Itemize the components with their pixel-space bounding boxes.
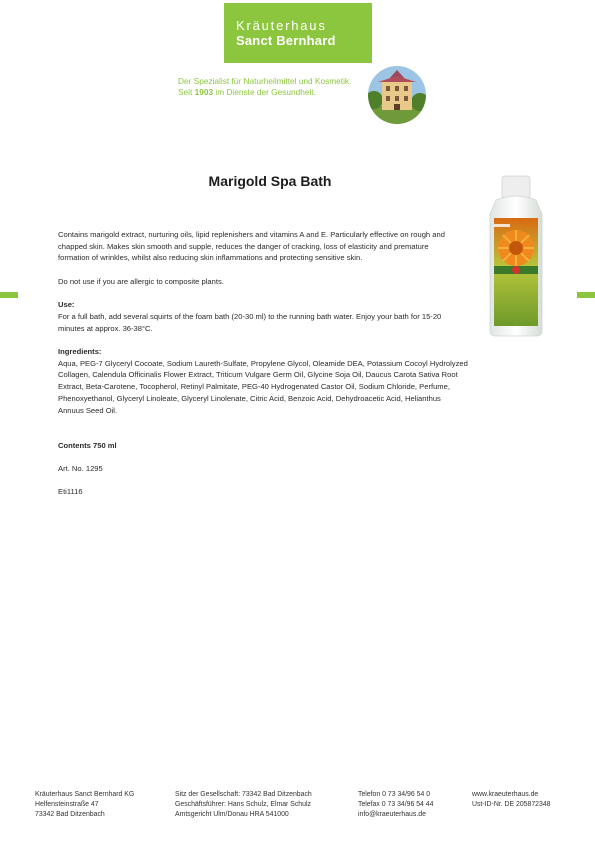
product-description: Contains marigold extract, nurturing oils, lipid replenishers and vitamins A and E. Particularly effective on rough and chapped skin. Makes skin smooth and supple, reduces the danger of cracking, loss of elasticity and premature formation of wrinkles, whilst also reducing skin inflammations and protecting sensitive skin. (58, 230, 445, 263)
brand-logo (224, 3, 372, 63)
brand-tagline (178, 76, 378, 98)
footer-email[interactable]: info@kraeuterhaus.de (358, 811, 426, 818)
footer-phone: Telefon 0 73 34/96 54 0 (358, 791, 431, 798)
contents-volume: Contents 750 ml (58, 440, 117, 450)
product-title: Marigold Spa Bath (208, 173, 332, 189)
right-margin-mark (577, 292, 595, 298)
footer-company-name: Kräuterhaus Sanct Bernhard KG (35, 791, 135, 798)
footer-court: Amtsgericht Ulm/Donau HRA 541000 (175, 811, 289, 818)
footer-seat: Sitz der Gesellschaft: 73342 Bad Ditzenbach (175, 791, 312, 798)
allergy-warning: Do not use if you are allergic to composite plants. (58, 276, 224, 286)
label-code: Eti1116 (58, 487, 83, 497)
footer-website[interactable]: www.kraeuterhaus.de (472, 791, 539, 798)
article-number: Art. No. 1295 (58, 463, 103, 473)
footer-web (472, 790, 551, 810)
tagline-line-2 (178, 87, 378, 98)
product-bottle-image (480, 170, 552, 340)
tagline-year: 1903 (194, 87, 214, 97)
use-instructions: For a full bath, add several squirts of the foam bath (20-30 ml) to the running bath water. Enjoy your bath for 15-20 minutes at approx. 36-38°C. (58, 311, 442, 333)
footer-managers: Geschäftsführer: Hans Schulz, Elmar Schulz (175, 801, 311, 808)
tagline-suffix: im Dienste der Gesundheit. (213, 87, 316, 97)
footer-legal (175, 790, 312, 820)
product-details (58, 229, 468, 498)
logo-line-1: Kräuterhaus (236, 17, 327, 33)
logo-line-2: Sanct Bernhard (236, 32, 336, 48)
footer-city: 73342 Bad Ditzenbach (35, 811, 105, 818)
building-photo (368, 66, 426, 124)
footer-contact (358, 790, 433, 820)
ingredients-list: Aqua, PEG-7 Glyceryl Cocoate, Sodium Laureth-Sulfate, Propylene Glycol, Oleamide DEA, Potassium Cocoyl Hydrolyzed Collagen, Calendula Officinalis Flower Extract, Triticum Vulgare Germ Oil, Glycine Soja Oil, Daucus Carota Sativa Root Extract, Beta-Carotene, Tocopherol, Retinyl Palmitate, PEG-40 Hydrogenated Castor Oil, Sodium Chloride, Perfume, Phenoxyethanol, Glyceryl Linoleate, Glyceryl Linolenate, Citric Acid, Benzoic Acid, Dehydroacetic Acid, Helianthus Annuus Seed Oil. (58, 358, 468, 415)
footer-vat-id: Ust-ID-Nr. DE 205872348 (472, 801, 551, 808)
tagline-line-1: Der Spezialist für Naturheilmittel und Kosmetik. (178, 76, 352, 86)
footer-street: Helfensteinstraße 47 (35, 801, 99, 808)
tagline-prefix: Seit (178, 87, 195, 97)
footer-fax: Telefax 0 73 34/96 54 44 (358, 801, 434, 808)
ingredients-heading: Ingredients: (58, 346, 102, 356)
use-heading: Use: (58, 300, 75, 310)
footer-company (35, 790, 134, 820)
left-margin-mark (0, 292, 18, 298)
